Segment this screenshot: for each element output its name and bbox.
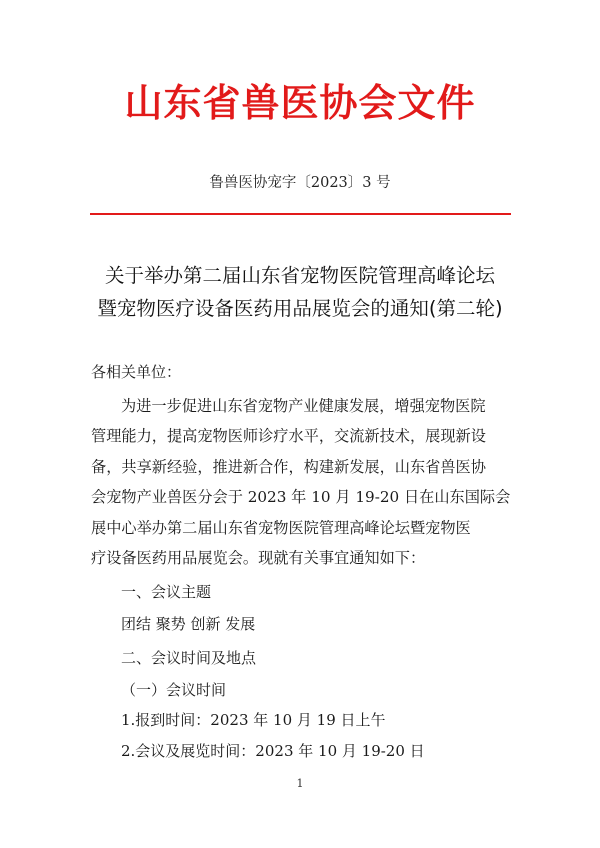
notice-title-line-1: 关于举办第二届山东省宠物医院管理高峰论坛 — [104, 264, 495, 287]
intro-line: 管理能力，提高宠物医师诊疗水平，交流新技术，展现新设 — [91, 427, 486, 446]
section-1-heading: 一、会议主题 — [121, 583, 212, 601]
list-item-registration-time: 1.报到时间：2023 年 10 月 19 日上午 — [121, 711, 386, 729]
notice-title-line-2: 暨宠物医疗设备医药用品展览会的通知(第二轮) — [97, 297, 503, 320]
notice-title — [0, 259, 600, 325]
subsection-1-heading: （一）会议时间 — [121, 681, 227, 699]
intro-paragraph — [91, 391, 511, 573]
list-item-meeting-time: 2.会议及展览时间：2023 年 10 月 19-20 日 — [121, 742, 425, 760]
intro-line: 展中心举办第二届山东省宠物医院管理高峰论坛暨宠物医 — [91, 518, 471, 537]
section-2-heading: 二、会议时间及地点 — [121, 649, 257, 667]
intro-line: 备，共享新经验，推进新合作，构建新发展，山东省兽医协 — [91, 457, 486, 476]
page-number: 1 — [296, 777, 304, 790]
intro-line: 疗设备医药用品展览会。现就有关事宜通知如下： — [91, 549, 426, 568]
document-number: 鲁兽医协宠字〔2023〕3 号 — [209, 175, 391, 191]
salutation: 各相关单位： — [91, 363, 182, 381]
intro-line: 会宠物产业兽医分会于 2023 年 10 月 19-20 日在山东国际会 — [91, 488, 511, 507]
intro-line: 为进一步促进山东省宠物产业健康发展，增强宠物医院 — [121, 397, 486, 415]
masthead-title: 山东省兽医协会文件 — [124, 80, 476, 125]
section-1-content: 团结 聚势 创新 发展 — [121, 615, 256, 633]
red-separator-line — [90, 213, 511, 215]
